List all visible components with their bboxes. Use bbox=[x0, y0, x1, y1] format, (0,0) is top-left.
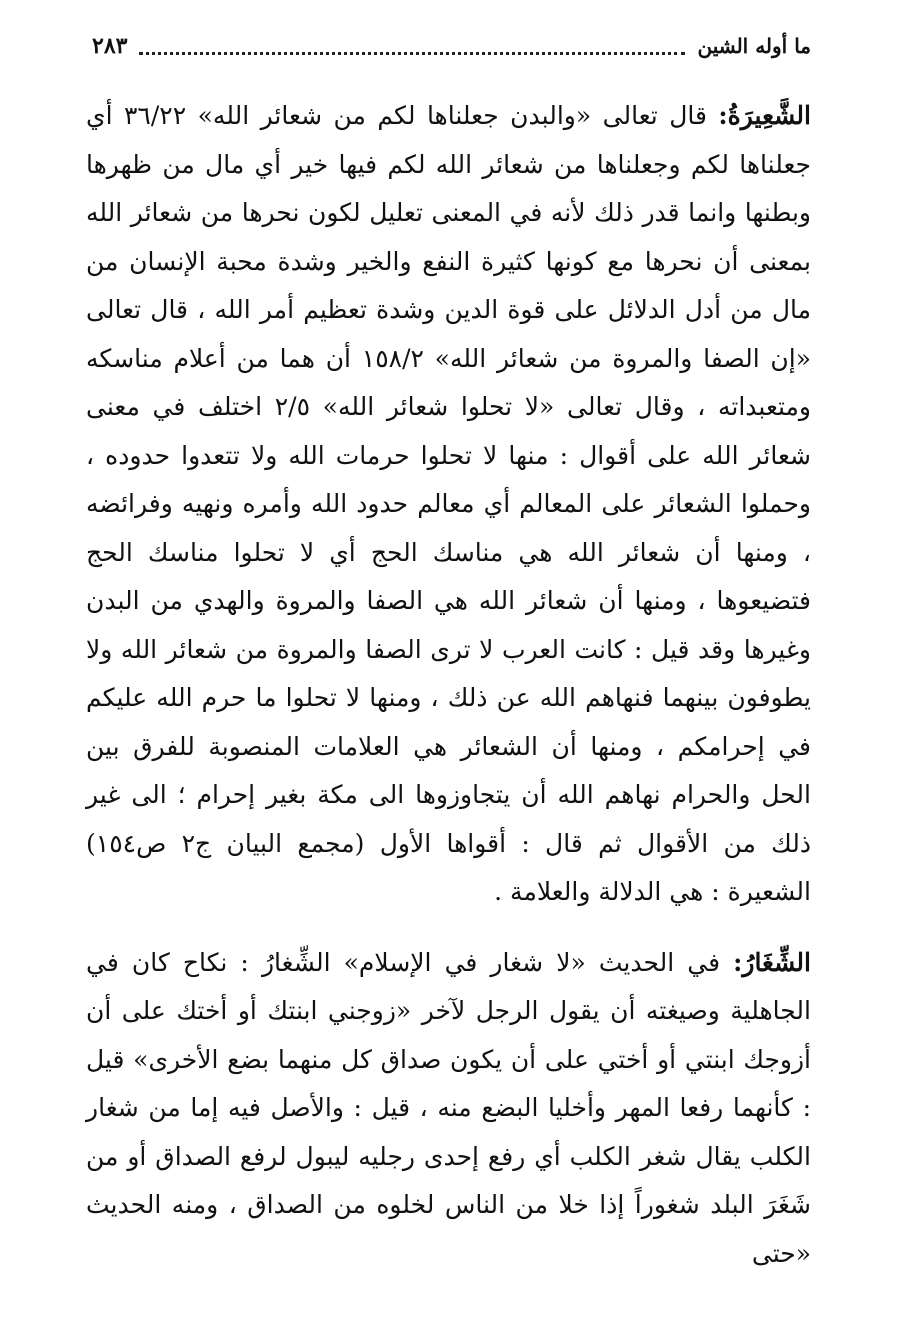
entry-headword: الشِّغَارُ: bbox=[733, 947, 811, 977]
entry-shighar bbox=[86, 939, 811, 1279]
running-header bbox=[92, 30, 811, 62]
page-number: ٢٨٣ bbox=[92, 33, 128, 59]
entry-shaira bbox=[86, 92, 811, 917]
entry-body: قال تعالى «والبدن جعلناها لكم من شعائر الله» ٣٦/٢٢ أي جعلناها لكم وجعلناها من شعائر الله لكم فيها خير أي مال من ظهرها وبطنها وانما قدر ذلك لأنه في المعنى تعليل لكون نحرها من شعائر الله بمعنى أن نحرها مع كونها كثيرة النفع والخير وشدة محبة الإنسان من مال من أدل الدلائل على قوة الدين وشدة تعظيم أمر الله ، قال تعالى «إن الصفا والمروة من شعائر الله» ١٥٨/٢ أن هما من أعلام مناسكه ومتعبداته ، وقال تعالى «لا تحلوا شعائر الله» ٢/٥ اختلف في معنى شعائر الله على أقوال : منها لا تحلوا حرمات الله ولا تتعدوا حدوده ، وحملوا الشعائر على المعالم أي معالم حدود الله وأمره ونهيه وفرائضه ، ومنها أن شعائر الله هي مناسك الحج أي لا تحلوا مناسك الحج فتضيعوها ، ومنها أن شعائر الله هي الصفا والمروة والهدي من البدن وغيرها وقد قيل : كانت العرب لا ترى الصفا والمروة من شعائر الله ولا يطوفون بينهما فنهاهم الله عن ذلك ، ومنها لا تحلوا ما حرم الله عليكم في إحرامكم ، ومنها أن الشعائر هي العلامات المنصوبة للفرق بين الحل والحرام نهاهم الله أن يتجاوزوها الى مكة بغير إحرام ؛ الى غير ذلك من الأقوال ثم قال : أقواها الأول (مجمع البيان ج٢ ص١٥٤) الشعيرة : هي الدلالة والعلامة . bbox=[86, 101, 812, 906]
page-content bbox=[86, 92, 811, 1278]
entry-headword: الشَّعِيرَةُ: bbox=[718, 101, 811, 130]
header-dotted-leader bbox=[139, 32, 685, 55]
running-title: ما أوله الشين bbox=[697, 34, 811, 58]
entry-body: في الحديث «لا شغار في الإسلام» الشِّغارُ : نكاح كان في الجاهلية وصيغته أن يقول الرجل لآخر «زوجني ابنتك أو أختك على أن أزوجك ابنتي أو أختي على أن يكون صداق كل منهما بضع الأخرى» قيل : كأنهما رفعا المهر وأخليا البضع منه ، قيل : والأصل فيه إما من شغار الكلب يقال شغر الكلب أي رفع إحدى رجليه ليبول لرفع الصداق أو من شَغَرَ البلد شغوراً إذا خلا من الناس لخلوه من الصداق ، ومنه الحديث «حتى bbox=[86, 947, 811, 1268]
